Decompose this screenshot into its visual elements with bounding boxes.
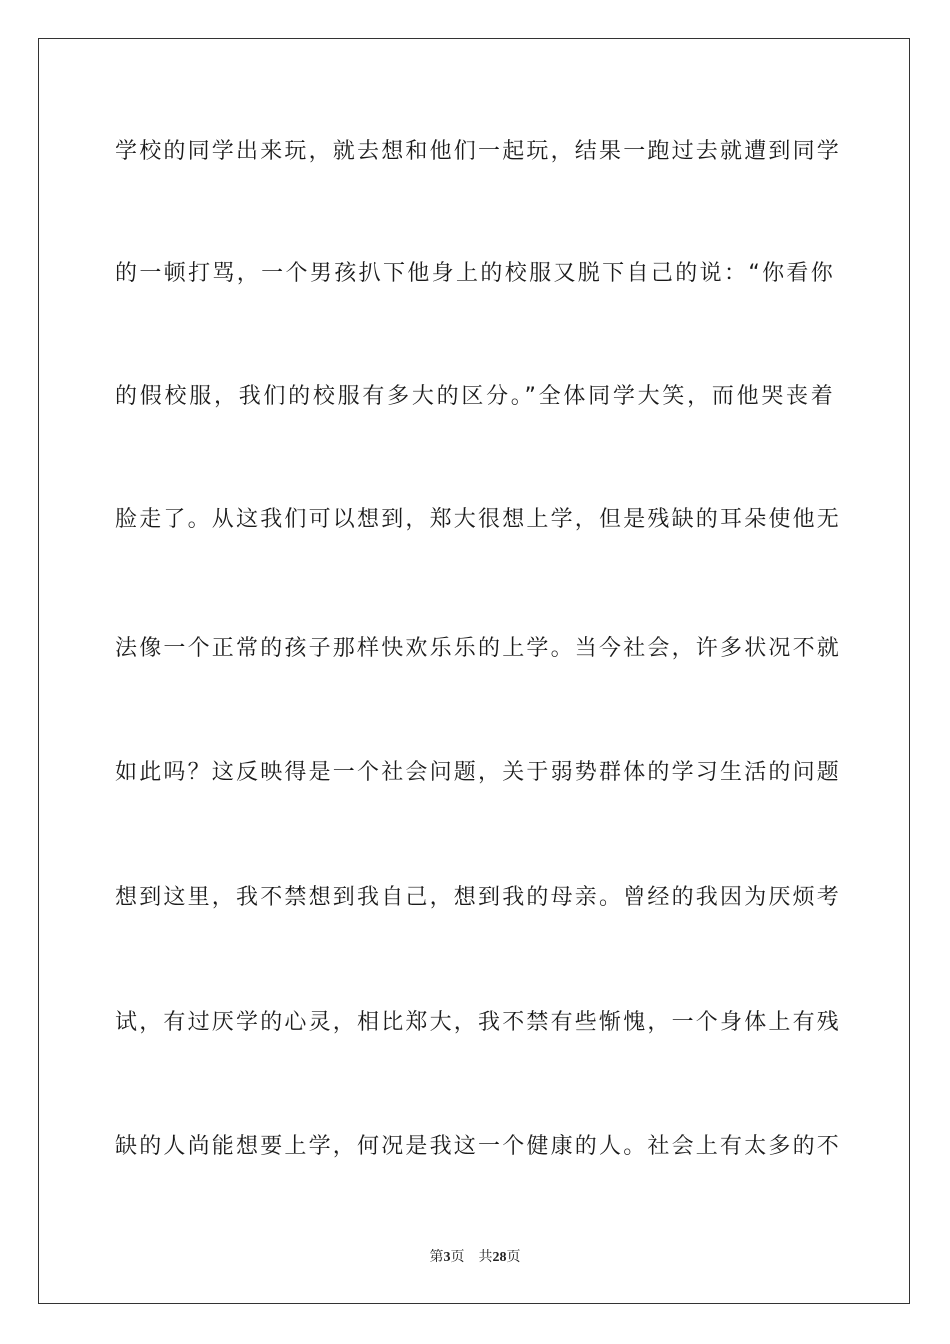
- text-line-7: 想到这里，我不禁想到我自己，想到我的母亲。曾经的我因为厌烦考: [115, 885, 842, 910]
- page-suffix: 页: [450, 1249, 465, 1265]
- text-line-9: 缺的人尚能想要上学，何况是我这一个健康的人。社会上有太多的不: [115, 1134, 842, 1159]
- page-prefix: 第: [429, 1249, 444, 1265]
- text-line-6: 如此吗？这反映得是一个社会问题，关于弱势群体的学习生活的问题: [115, 760, 842, 785]
- text-line-5: 法像一个正常的孩子那样快欢乐乐的上学。当今社会，许多状况不就: [115, 636, 842, 661]
- page-number: 3: [443, 1250, 451, 1265]
- total-prefix: 共: [478, 1249, 493, 1265]
- page-border: [38, 38, 910, 1304]
- text-line-4: 脸走了。从这我们可以想到，郑大很想上学，但是残缺的耳朵使他无: [115, 507, 842, 532]
- text-line-2: 的一顿打骂，一个男孩扒下他身上的校服又脱下自己的说：“你看你: [115, 261, 835, 286]
- text-line-3: 的假校服，我们的校服有多大的区分。”全体同学大笑，而他哭丧着: [115, 384, 835, 409]
- text-line-1: 学校的同学出来玩，就去想和他们一起玩，结果一跑过去就遭到同学: [115, 139, 842, 164]
- page-footer: [0, 1247, 950, 1267]
- text-line-8: 试，有过厌学的心灵，相比郑大，我不禁有些惭愧，一个身体上有残: [115, 1010, 842, 1035]
- total-suffix: 页: [506, 1249, 521, 1265]
- total-pages: 28: [492, 1250, 507, 1265]
